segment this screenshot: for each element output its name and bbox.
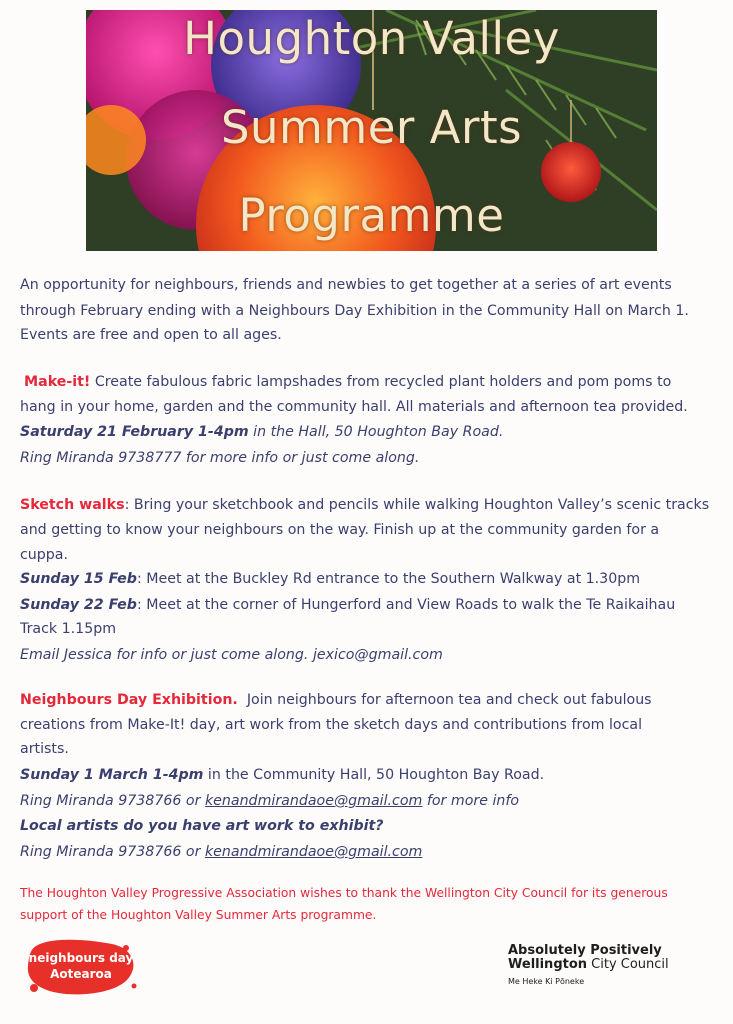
make-it-line-1 — [20, 370, 720, 394]
local-artists-call: Local artists do you have art work to exhibit? — [20, 818, 384, 834]
wcc-line-2 — [508, 958, 708, 972]
make-it-heading: Make-it! — [24, 374, 91, 390]
exhibition-date-line — [20, 763, 720, 787]
sketch-date-1: Sunday 15 Feb — [20, 571, 137, 587]
intro-line-2: through February ending with a Neighbours Day Exhibition in the Community Hall on March 1. — [20, 303, 689, 319]
neighbours-day-logo-text: neighbours day Aotearoa — [28, 951, 134, 981]
title-line-2: Summer Arts — [220, 101, 523, 154]
hero-image — [86, 10, 657, 251]
sketch-line-3: cuppa. — [20, 547, 69, 563]
exhibition-venue: in the Community Hall, 50 Houghton Bay Road. — [203, 767, 545, 783]
sketch-detail-2: : Meet at the corner of Hungerford and View Roads to walk the Te Raikaihau — [136, 597, 676, 613]
exhibition-contact-1-post: for more info — [422, 793, 520, 809]
exhibition-date: Sunday 1 March 1-4pm — [20, 767, 204, 783]
make-it-venue: in the Hall, 50 Houghton Bay Road. — [248, 424, 504, 440]
sketch-detail-1: : Meet at the Buckley Rd entrance to the Southern Walkway at 1.30pm — [136, 571, 641, 587]
make-it-text-1: Create fabulous fabric lampshades from recycled plant holders and pom poms to — [90, 374, 672, 390]
wcc-line-2-bold: Wellington — [508, 957, 588, 972]
thanks-line-1: The Houghton Valley Progressive Association wishes to thank the Wellington City Council for its generous — [20, 886, 668, 900]
exhibition-contact-2 — [20, 840, 720, 864]
email-link-2[interactable]: kenandmirandaoe@gmail.com — [204, 844, 423, 860]
exhibition-line-1 — [20, 688, 720, 712]
wcc-line-3: Me Heke Ki Pōneke — [508, 977, 585, 986]
wcc-logo — [508, 944, 708, 989]
sketch-line-1 — [20, 493, 720, 517]
sketch-walk-1 — [20, 567, 720, 591]
wcc-line-2-rest: City Council — [587, 957, 669, 972]
exhibition-contact-1 — [20, 789, 720, 813]
exhibition-text-1: Join neighbours for afternoon tea and check out fabulous — [237, 692, 652, 708]
title-line-1: Houghton Valley — [183, 12, 560, 65]
sketch-contact: Email Jessica for info or just come along. jexico@gmail.com — [20, 647, 443, 663]
thanks-line-2: support of the Houghton Valley Summer Arts programme. — [20, 908, 377, 922]
exhibition-contact-2-pre: Ring Miranda 9738766 or — [20, 844, 205, 860]
email-link-1[interactable]: kenandmirandaoe@gmail.com — [204, 793, 423, 809]
neighbours-day-logo — [22, 936, 140, 998]
exhibition-heading: Neighbours Day Exhibition. — [20, 692, 238, 708]
make-it-line-2: hang in your home, garden and the community hall. All materials and afternoon tea provided. — [20, 399, 688, 415]
make-it-date-line — [20, 420, 720, 444]
intro-line-3: Events are free and open to all ages. — [20, 327, 282, 343]
intro-line-1: An opportunity for neighbours, friends and newbies to get together at a series of art events — [20, 277, 672, 293]
sketch-walk-2-cont: Track 1.15pm — [20, 621, 117, 637]
make-it-contact: Ring Miranda 9738777 for more info or just come along. — [20, 450, 420, 466]
sketch-text-1: : Bring your sketchbook and pencils while walking Houghton Valley’s scenic tracks — [124, 497, 710, 513]
title-line-3: Programme — [238, 189, 505, 242]
sketch-line-2: and getting to know your neighbours on the way. Finish up at the community garden for a — [20, 522, 660, 538]
sketch-heading: Sketch walks — [20, 497, 125, 513]
exhibition-contact-1-pre: Ring Miranda 9738766 or — [20, 793, 205, 809]
exhibition-line-3: artists. — [20, 741, 69, 757]
make-it-date: Saturday 21 February 1-4pm — [20, 424, 249, 440]
sketch-date-2: Sunday 22 Feb — [20, 597, 137, 613]
sketch-walk-2 — [20, 593, 720, 617]
exhibition-line-2: creations from Make-It! day, art work from the sketch days and contributions from local — [20, 717, 643, 733]
wcc-line-1: Absolutely Positively — [508, 943, 662, 958]
